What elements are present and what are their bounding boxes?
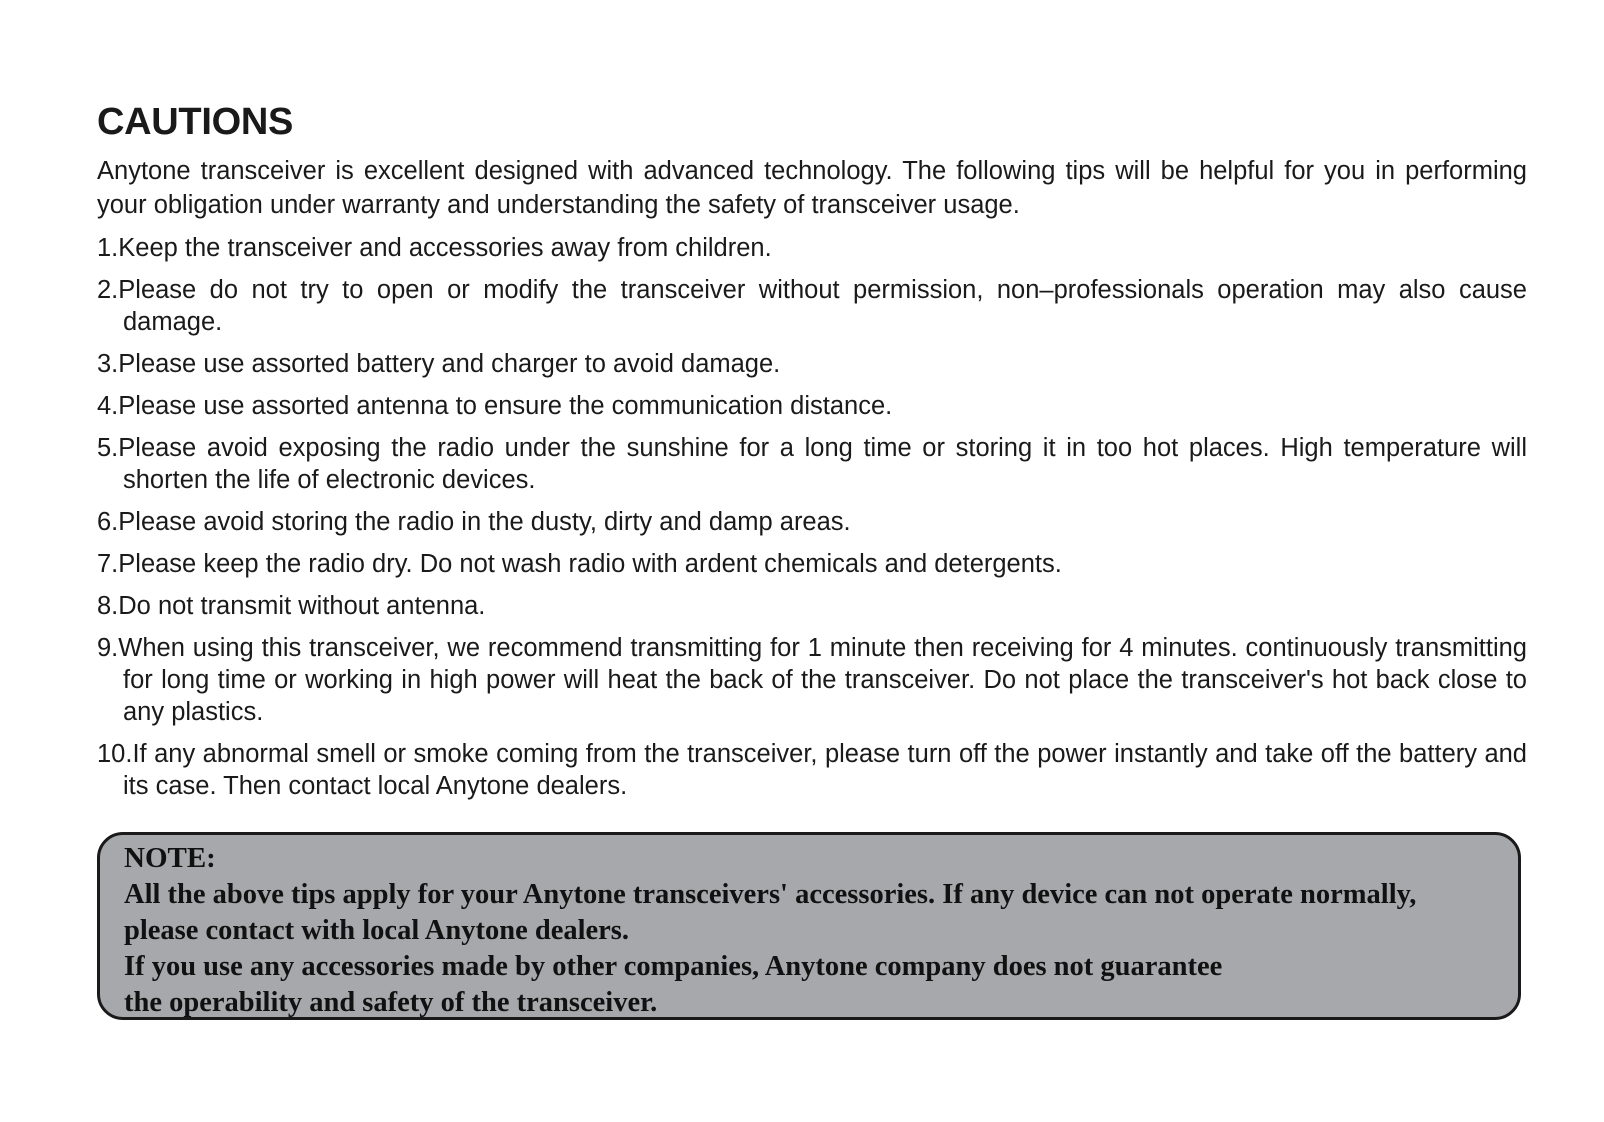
caution-item-1: 1.Keep the transceiver and accessories away from children.: [97, 234, 772, 262]
note-heading: NOTE:: [124, 842, 216, 874]
note-line-1: All the above tips apply for your Anytone transceivers' accessories. If any device can not operate normally,: [124, 879, 1417, 910]
note-line-3: If you use any accessories made by other companies, Anytone company does not guarantee: [124, 951, 1223, 982]
note-line-2: please contact with local Anytone dealers.: [124, 915, 630, 946]
caution-item-3: 3.Please use assorted battery and charger to avoid damage.: [97, 350, 781, 378]
cautions-page: [97, 100, 1527, 812]
caution-item-5: 5.Please avoid exposing the radio under the sunshine for a long time or storing it in too hot places. High temperature will shorten the life of electronic devices.: [97, 434, 1527, 494]
cautions-list: [97, 232, 1527, 802]
caution-item-4: 4.Please use assorted antenna to ensure the communication distance.: [97, 392, 893, 420]
caution-item-6: 6.Please avoid storing the radio in the dusty, dirty and damp areas.: [97, 508, 851, 536]
caution-item-10: 10.If any abnormal smell or smoke coming from the transceiver, please turn off the power instantly and take off the battery and its case. Then contact local Anytone dealers.: [97, 740, 1527, 800]
note-line-4: the operability and safety of the transceiver.: [124, 987, 658, 1018]
page-title: CAUTIONS: [97, 101, 294, 143]
intro-paragraph: Anytone transceiver is excellent designed with advanced technology. The following tips will be helpful for you in performing your obligation under warranty and understanding the safety of transceiver usage.: [97, 157, 1527, 219]
caution-item-7: 7.Please keep the radio dry. Do not wash radio with ardent chemicals and detergents.: [97, 550, 1062, 578]
caution-item-8: 8.Do not transmit without antenna.: [97, 592, 486, 620]
caution-item-9: 9.When using this transceiver, we recommend transmitting for 1 minute then receiving for 4 minutes. continuously transmitting for long time or working in high power will heat the back of the transceiver. Do not place the transceiver's hot back close to any plastics.: [97, 634, 1527, 726]
caution-item-2: 2.Please do not try to open or modify the transceiver without permission, non–professionals operation may also cause damage.: [97, 276, 1527, 336]
note-box: [97, 832, 1521, 1020]
